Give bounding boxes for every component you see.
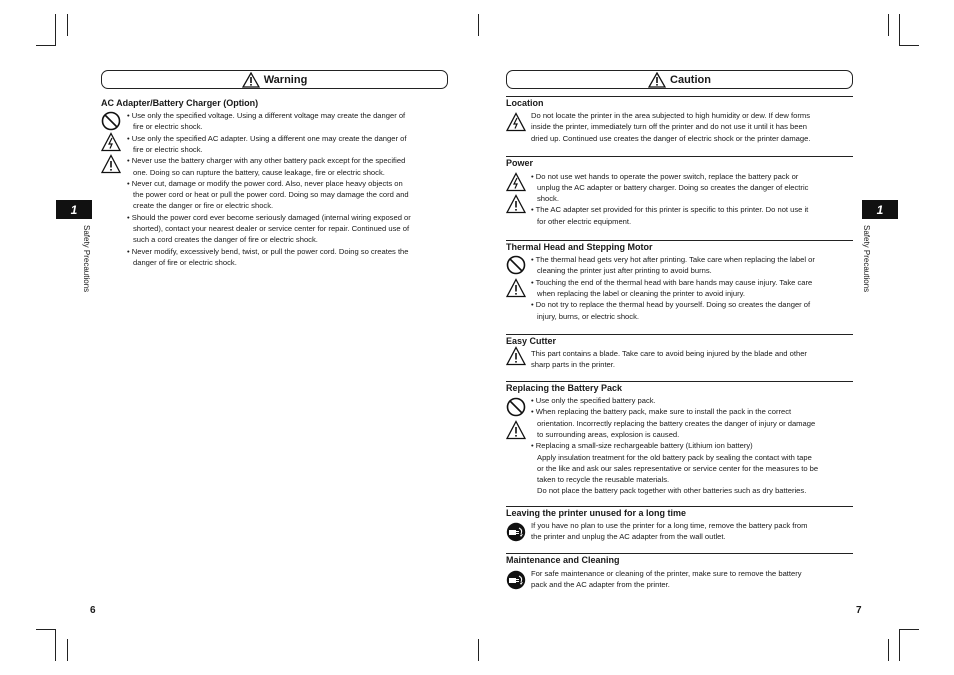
text-line: pack and the AC adapter from the printer. (531, 580, 670, 590)
text-line: taken to recycle the reusable materials. (537, 475, 670, 485)
text-line: orientation. Incorrectly replacing the battery creates the danger of injury or damage (537, 418, 816, 428)
warning-triangle-icon (648, 72, 666, 88)
section-rule (506, 96, 853, 97)
section-heading: Easy Cutter (506, 336, 557, 346)
text-line: danger of fire or electric shock. (133, 257, 237, 267)
text-line: • Never cut, damage or modify the power cord. Also, never place heavy objects on (127, 178, 403, 188)
section-rule (506, 506, 853, 507)
text-line: • Use only the specified AC adapter. Using a different one may create the danger of (127, 133, 407, 143)
warning-triangle-icon (506, 194, 526, 214)
text-line: • Never use the battery charger with any other battery pack except for the specified (127, 156, 406, 166)
text-line: • The thermal head gets very hot after printing. Take care when replacing the label or (531, 255, 815, 264)
text-line: Do not locate the printer in the area subjected to high humidity or dew. If dew forms (531, 111, 811, 120)
section-rule (506, 156, 853, 157)
text-line: the power cord or heat or pull the power cord. Doing so may damage the cord and (133, 190, 409, 200)
text-line: for other electric equipment. (537, 216, 632, 226)
text-line: • Should the power cord ever become seriously damaged (internal wiring exposed or (127, 212, 411, 222)
text-line: If you have no plan to use the printer for a long time, remove the battery pack from (531, 521, 808, 530)
text-line: dried up. Continued use creates the danger of electric shock or the printer damage. (531, 133, 811, 143)
unplug-icon (506, 570, 526, 590)
text-line: unplug the AC adapter or battery charger. Doing so creates the danger of electric (537, 182, 809, 192)
text-line: • Never modify, excessively bend, twist, or pull the power cord. Doing so creates the (127, 246, 409, 256)
text-line: such a cord creates the danger of fire or electric shock. (133, 235, 318, 245)
section-heading: AC Adapter/Battery Charger (Option) (101, 98, 259, 108)
text-line: • Use only the specified voltage. Using a different voltage may create the danger of (127, 111, 406, 120)
text-line: • Do not try to replace the thermal head by yourself. Doing so creates the danger of (531, 300, 811, 310)
text-line: sharp parts in the printer. (531, 360, 615, 370)
text-line: Do not place the battery pack together with other batteries such as dry batteries. (537, 486, 807, 496)
text-line: For safe maintenance or cleaning of the printer, make sure to remove the battery (531, 569, 802, 578)
prohibition-icon (101, 111, 121, 131)
section-heading: Replacing the Battery Pack (506, 383, 623, 393)
section-rule (506, 553, 853, 554)
warning-triangle-icon (506, 420, 526, 440)
warning-triangle-icon (506, 346, 526, 366)
text-line: • Touching the end of the thermal head with bare hands may cause injury. Take care (531, 277, 813, 287)
text-line: one. Doing so can rupture the battery, cause leakage, fire or electric shock. (133, 167, 385, 177)
text-line: • Use only the specified battery pack. (531, 396, 656, 405)
section-heading: Maintenance and Cleaning (506, 555, 620, 565)
page-number: 7 (856, 605, 862, 616)
warning-triangle-icon (506, 278, 526, 298)
text-line: fire or electric shock. (133, 144, 203, 154)
section-heading: Leaving the printer unused for a long time (506, 508, 687, 518)
text-line: to surrounding areas, explosion is caused. (537, 429, 680, 439)
text-line: or the like and ask our sales representative or service center for the measures to be (537, 463, 819, 473)
side-label: Safety Precautions (82, 225, 91, 293)
chapter-tab: 1 (56, 200, 92, 219)
section-heading: Power (506, 158, 534, 168)
electric-shock-triangle-icon (101, 132, 121, 152)
section-rule (506, 240, 853, 241)
unplug-icon (506, 522, 526, 542)
text-line: inside the printer, immediately turn off the printer and do not use it until it has been (531, 122, 807, 132)
warning-triangle-icon (101, 154, 121, 174)
text-line: Apply insulation treatment for the old battery pack by sealing the contact with tape (537, 452, 812, 462)
text-line: shock. (537, 194, 559, 204)
warning-banner (101, 70, 448, 89)
text-line: • Replacing a small-size rechargeable battery (Lithium ion battery) (531, 441, 753, 451)
side-label: Safety Precautions (862, 225, 871, 293)
text-line: the printer and unplug the AC adapter from the wall outlet. (531, 532, 726, 542)
text-line: when replacing the label or cleaning the printer to avoid injury. (537, 288, 745, 298)
text-line: injury, burns, or electric shock. (537, 311, 639, 321)
electric-shock-triangle-icon (506, 112, 526, 132)
warning-triangle-icon (242, 72, 260, 88)
text-line: fire or electric shock. (133, 122, 203, 132)
caution-banner-label: Caution (670, 73, 711, 86)
warning-banner-label: Warning (263, 73, 308, 86)
caution-banner (506, 70, 853, 89)
page-number: 6 (90, 605, 96, 616)
text-line: • When replacing the battery pack, make sure to install the pack in the correct (531, 407, 792, 417)
text-line: • The AC adapter set provided for this printer is specific to this printer. Do not use it (531, 205, 809, 215)
text-line: shorted), contact your nearest dealer or service center for repair. Continued use of (133, 224, 410, 233)
electric-shock-triangle-icon (506, 172, 526, 192)
prohibition-icon (506, 255, 526, 275)
text-line: This part contains a blade. Take care to avoid being injured by the blade and other (531, 349, 807, 358)
section-rule (506, 381, 853, 382)
prohibition-icon (506, 397, 526, 417)
text-line: • Do not use wet hands to operate the power switch, replace the battery pack or (531, 171, 799, 181)
chapter-tab: 1 (862, 200, 898, 219)
text-line: create the danger or fire or electric shock. (133, 201, 274, 211)
section-heading: Location (506, 98, 544, 108)
section-heading: Thermal Head and Stepping Motor (506, 242, 653, 252)
text-line: cleaning the printer just after printing to avoid burns. (537, 266, 712, 276)
section-rule (506, 334, 853, 335)
